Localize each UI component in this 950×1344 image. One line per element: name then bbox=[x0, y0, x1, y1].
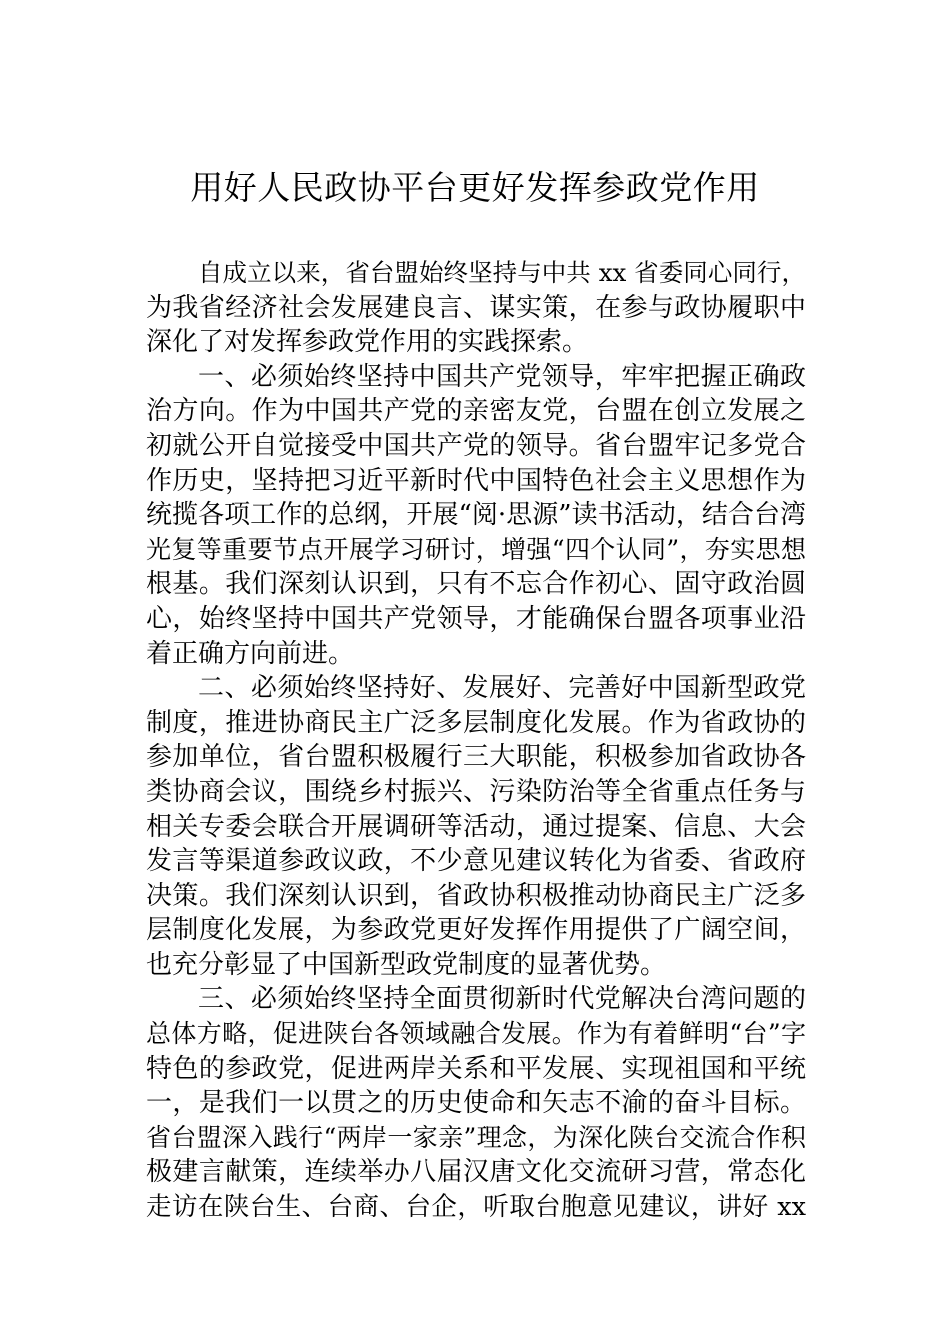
body-line: 决策。我们深刻认识到，省政协积极推动协商民主广泛多 bbox=[146, 880, 806, 911]
body-line: 三、必须始终坚持全面贯彻新时代党解决台湾问题的 bbox=[198, 984, 806, 1015]
body-line: 治方向。作为中国共产党的亲密友党，台盟在创立发展之 bbox=[146, 396, 806, 427]
body-line: 类协商会议，围绕乡村振兴、污染防治等全省重点任务与 bbox=[146, 776, 806, 807]
body-line: 特色的参政党，促进两岸关系和平发展、实现祖国和平统 bbox=[146, 1053, 806, 1084]
body-line: 为我省经济社会发展建良言、谋实策，在参与政协履职中 bbox=[146, 292, 806, 323]
body-line: 走访在陕台生、台商、台企，听取台胞意见建议，讲好 xx bbox=[146, 1192, 806, 1223]
body-line: 深化了对发挥参政党作用的实践探索。 bbox=[146, 327, 589, 358]
body-line: 总体方略，促进陕台各领域融合发展。作为有着鲜明“台”字 bbox=[146, 1019, 806, 1049]
body-line: 光复等重要节点开展学习研讨，增强“四个认同”，夯实思想 bbox=[146, 534, 806, 564]
body-line: 二、必须始终坚持好、发展好、完善好中国新型政党 bbox=[198, 673, 806, 704]
body-line: 也充分彰显了中国新型政党制度的显著优势。 bbox=[146, 949, 667, 980]
document-body bbox=[146, 256, 806, 1225]
body-line: 着正确方向前进。 bbox=[146, 638, 355, 669]
body-line: 自成立以来，省台盟始终坚持与中共 xx 省委同心同行， bbox=[198, 258, 806, 287]
document-title: 用好人民政协平台更好发挥参政党作用 bbox=[190, 168, 760, 207]
body-line: 参加单位，省台盟积极履行三大职能，积极参加省政协各 bbox=[146, 742, 806, 773]
body-line: 一、必须始终坚持中国共产党领导，牢牢把握正确政 bbox=[198, 361, 806, 392]
body-line: 极建言献策，连续举办八届汉唐文化交流研习营，常态化 bbox=[146, 1157, 806, 1188]
body-line: 统揽各项工作的总纲，开展“阅·思源”读书活动，结合台湾 bbox=[146, 500, 806, 531]
body-line: 相关专委会联合开展调研等活动，通过提案、信息、大会 bbox=[146, 811, 806, 842]
body-line: 根基。我们深刻认识到，只有不忘合作初心、固守政治圆 bbox=[146, 569, 806, 600]
body-line: 一，是我们一以贯之的历史使命和矢志不渝的奋斗目标。 bbox=[146, 1088, 806, 1119]
body-line: 省台盟深入践行“两岸一家亲”理念，为深化陕台交流合作积 bbox=[146, 1122, 806, 1152]
body-line: 作历史，坚持把习近平新时代中国特色社会主义思想作为 bbox=[146, 465, 806, 496]
body-line: 制度，推进协商民主广泛多层制度化发展。作为省政协的 bbox=[146, 707, 806, 738]
body-line: 心，始终坚持中国共产党领导，才能确保台盟各项事业沿 bbox=[146, 603, 806, 634]
body-line: 发言等渠道参政议政，不少意见建议转化为省委、省政府 bbox=[146, 846, 806, 877]
body-line: 层制度化发展，为参政党更好发挥作用提供了广阔空间， bbox=[146, 915, 806, 946]
body-line: 初就公开自觉接受中国共产党的领导。省台盟牢记多党合 bbox=[146, 430, 806, 461]
